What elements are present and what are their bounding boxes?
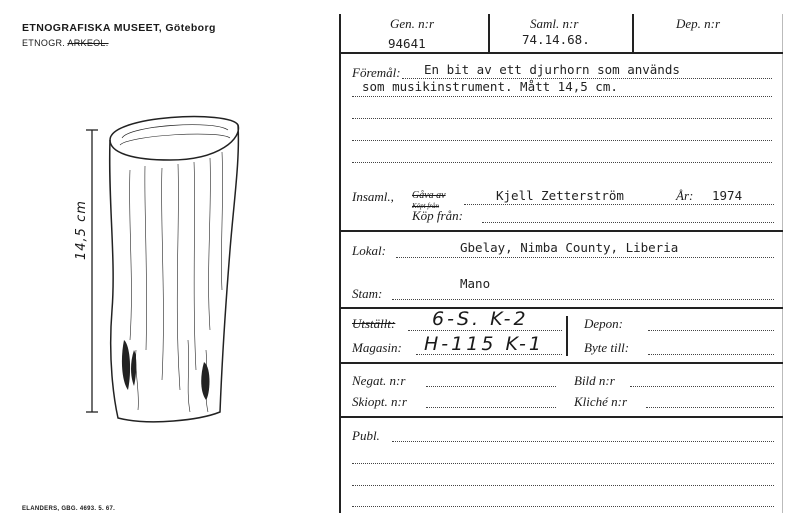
department-prefix: ETNOGR. (22, 38, 66, 48)
horn-drawing (70, 100, 270, 430)
insaml-value: Kjell Zetterström (496, 188, 624, 203)
gen-value: 94641 (388, 36, 426, 51)
saml-label: Saml. n:r (530, 16, 579, 31)
kop-label: Köp från: (412, 208, 463, 223)
lokal-label: Lokal: (352, 243, 386, 258)
gen-label: Gen. n:r (390, 16, 435, 31)
card-divider (339, 14, 341, 513)
department-label (22, 38, 109, 48)
horn-opening (110, 117, 238, 160)
insaml-label: Insaml., (352, 189, 394, 204)
year-label: År: (676, 188, 694, 203)
museum-name: ETNOGRAFISKA MUSEET, Göteborg (22, 22, 216, 34)
card-right-edge (782, 14, 783, 513)
lokal-value: Gbelay, Nimba County, Liberia (460, 240, 679, 255)
skiopt-label: Skiopt. n:r (352, 394, 407, 409)
utstallt-label: Utställt: (352, 316, 396, 331)
stam-label: Stam: (352, 286, 383, 301)
printer-imprint: ELANDERS, GBG. 4693. 5. 67. (22, 506, 116, 512)
cliche-label: Kliché n:r (574, 394, 628, 409)
year-value: 1974 (712, 188, 743, 203)
kop-struck: Köpt från (412, 202, 440, 210)
stam-value: Mano (460, 276, 491, 291)
foremal-label: Föremål: (352, 65, 401, 80)
insaml-struck: Gåva av (412, 190, 446, 201)
foremal-line2: som musikinstrument. Mått 14,5 cm. (362, 79, 618, 94)
saml-value: 74.14.68. (522, 32, 590, 47)
utstallt-value: 6-S. K-2 (432, 308, 529, 330)
publ-label: Publ. (352, 428, 380, 443)
magasin-value: H-115 K-1 (424, 333, 544, 355)
measure-label: 14,5 cm (74, 200, 89, 260)
bild-label: Bild n:r (574, 373, 615, 388)
foremal-line1: En bit av ett djurhorn som används (424, 62, 680, 77)
byte-label: Byte till: (584, 340, 630, 355)
dep-label: Dep. n:r (676, 16, 721, 31)
department-struck: ARKEOL. (67, 38, 109, 48)
depon-label: Depon: (584, 316, 623, 331)
magasin-label: Magasin: (352, 340, 402, 355)
negat-label: Negat. n:r (352, 373, 406, 388)
